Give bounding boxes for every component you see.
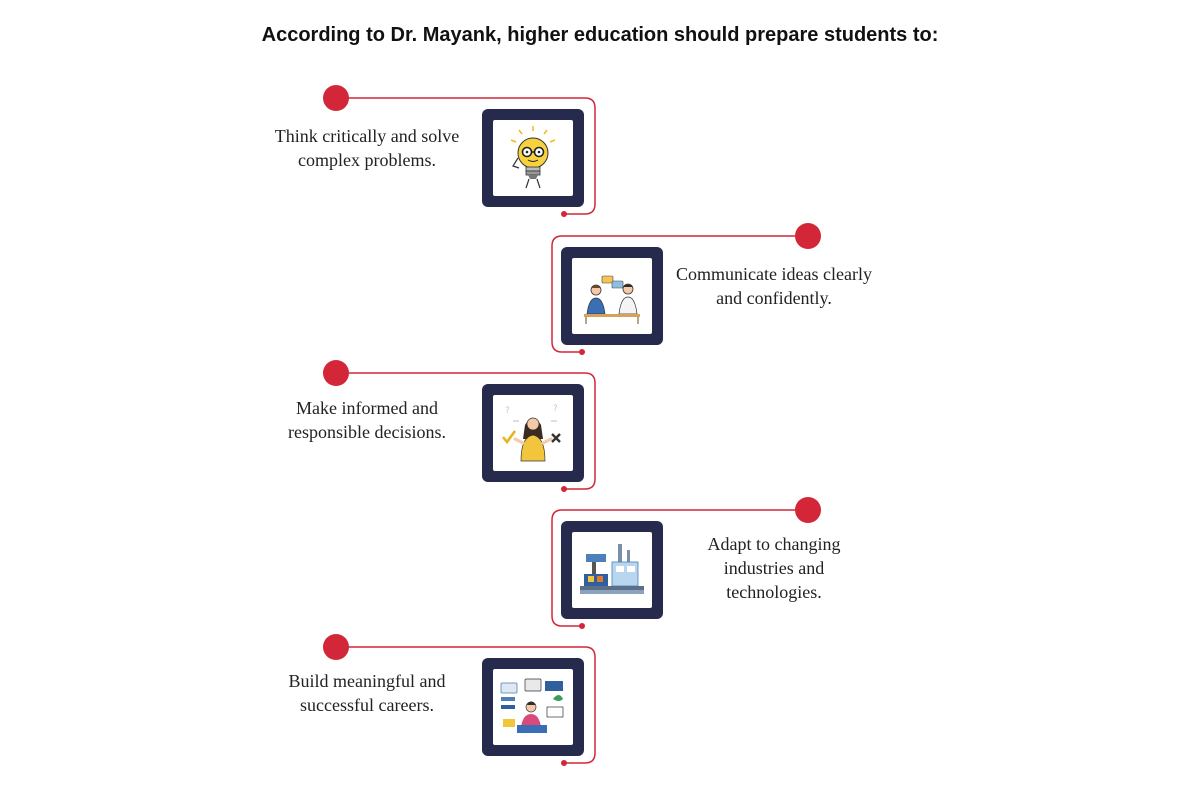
- item-5-text: Build meaningful and successful careers.: [288, 671, 446, 715]
- timeline-dot: [795, 497, 821, 523]
- item-2-text: Communicate ideas clearly and confidently.: [676, 264, 872, 308]
- timeline-dot: [323, 85, 349, 111]
- item-4-text: Adapt to changing industries and technologies.: [707, 534, 841, 602]
- connector-end-dot: [561, 211, 567, 217]
- item-3-icon-frame: [482, 384, 584, 482]
- connector-end-dot: [579, 349, 585, 355]
- item-4-icon-frame: [561, 521, 663, 619]
- svg-text:?: ?: [553, 404, 558, 414]
- connector-end-dot: [561, 486, 567, 492]
- item-1-icon-frame: [482, 109, 584, 207]
- item-3-text: Make informed and responsible decisions.: [288, 398, 446, 442]
- two-people-talking-icon: [572, 258, 652, 334]
- timeline-dot: [323, 634, 349, 660]
- timeline-dot: [795, 223, 821, 249]
- item-2-icon-frame: [561, 247, 663, 345]
- industrial-machinery-icon: [572, 532, 652, 608]
- connector-end-dot: [561, 760, 567, 766]
- career-collage-icon: [493, 669, 573, 745]
- page-title: According to Dr. Mayank, higher education should prepare students to:: [261, 24, 939, 46]
- item-1-text: Think critically and solve complex problems.: [274, 126, 460, 170]
- svg-text:?: ?: [505, 406, 510, 416]
- connector-end-dot: [579, 623, 585, 629]
- timeline-dot: [323, 360, 349, 386]
- woman-choosing-icon: [493, 395, 573, 471]
- lightbulb-with-glasses-icon: [493, 120, 573, 196]
- item-5-icon-frame: [482, 658, 584, 756]
